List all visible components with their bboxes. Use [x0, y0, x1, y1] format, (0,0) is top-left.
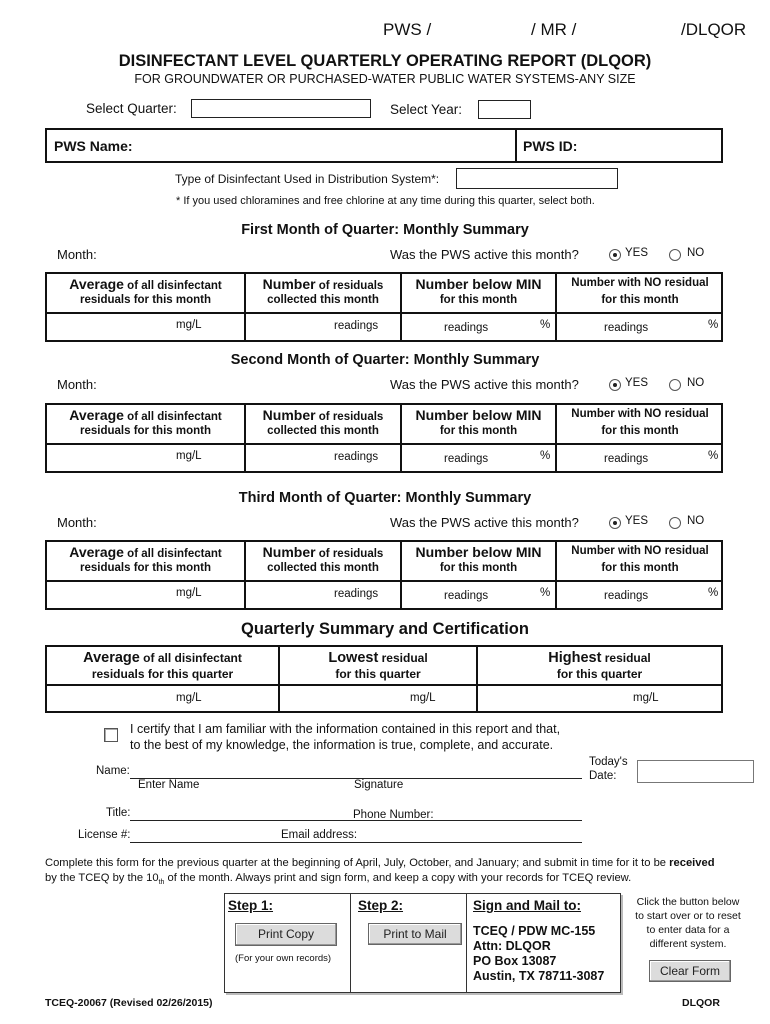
- quarterly-title: Quarterly Summary and Certification: [241, 620, 529, 638]
- q-avg-unit: mg/L: [176, 692, 202, 704]
- print-to-mail-button[interactable]: Print to Mail: [368, 923, 462, 945]
- month-3-nores-unit: readings: [604, 590, 649, 602]
- month-2-below-pct: %: [540, 450, 551, 462]
- month-3-avg-unit: mg/L: [176, 587, 202, 599]
- reset-note-4: different system.: [649, 938, 727, 950]
- address-line1: TCEQ / PDW MC-155: [473, 924, 596, 938]
- signature-caption: Signature: [354, 779, 404, 791]
- step2-label: Step 2:: [358, 898, 404, 913]
- q-low-input[interactable]: [281, 687, 475, 711]
- month-1-yes-radio[interactable]: [609, 249, 621, 261]
- month-1-below-unit: readings: [444, 322, 489, 334]
- month-1-nores-unit: readings: [604, 322, 649, 334]
- month-2-title: Second Month of Quarter: Monthly Summary: [230, 352, 540, 368]
- month-2-active-question: Was the PWS active this month?: [390, 377, 579, 392]
- form-title: DISINFECTANT LEVEL QUARTERLY OPERATING REPORT (DLQOR): [118, 52, 652, 70]
- select-year-label: Select Year:: [390, 102, 463, 117]
- q-avg-input[interactable]: [48, 687, 277, 711]
- month-2-num-header: Number of residuals: [262, 407, 384, 423]
- q-high-input[interactable]: [479, 687, 721, 711]
- license-line[interactable]: [130, 842, 582, 843]
- month-2-label: Month:: [57, 377, 97, 392]
- month-2-nores-pct: %: [708, 450, 719, 462]
- instructions-line2: by the TCEQ by the $10_{th}$ of the month. Always print and sign form, and keep a copy with your records for TCEQ review.: [45, 872, 632, 887]
- title-label: Title:: [106, 807, 131, 819]
- clear-form-button[interactable]: Clear Form: [649, 960, 731, 982]
- month-2-avg-input[interactable]: [48, 446, 243, 471]
- month-3-active-question: Was the PWS active this month?: [390, 515, 579, 530]
- date-input[interactable]: [637, 760, 754, 783]
- month-2-yes-radio[interactable]: [609, 379, 621, 391]
- month-2-below-unit: readings: [444, 453, 489, 465]
- month-3-below-unit: readings: [444, 590, 489, 602]
- mr-prefix: / MR /: [531, 20, 577, 39]
- month-2-yes-label: YES: [625, 377, 649, 389]
- pws-id-label: PWS ID:: [523, 138, 578, 154]
- select-quarter-label: Select Quarter:: [86, 101, 177, 116]
- month-3-below-pct: %: [540, 587, 551, 599]
- month-3-no-radio[interactable]: [669, 517, 681, 529]
- month-1-num-header: Number of residuals: [262, 276, 384, 292]
- pws-divider: [515, 128, 517, 163]
- month-1-below-pct: %: [540, 319, 551, 331]
- own-records-note: (For your own records): [235, 953, 332, 964]
- month-1-below-header: Number below MIN: [415, 276, 542, 292]
- month-2-nores-header: Number with NO residual: [571, 408, 709, 420]
- month-1-label: Month:: [57, 247, 97, 262]
- enter-name-caption: Enter Name: [138, 779, 200, 791]
- month-1-no-radio[interactable]: [669, 249, 681, 261]
- month-3-avg-input[interactable]: [48, 583, 243, 608]
- address-line2: Attn: DLQOR: [473, 939, 551, 953]
- month-1-avg-unit: mg/L: [176, 319, 202, 331]
- month-3-nores-pct: %: [708, 587, 719, 599]
- select-quarter-input[interactable]: [191, 99, 371, 118]
- month-2-avg-unit: mg/L: [176, 450, 202, 462]
- step1-label: Step 1:: [228, 898, 274, 913]
- month-1-avg-header: Average of all disinfectant: [69, 276, 222, 292]
- month-1-yes-label: YES: [625, 247, 649, 259]
- month-2-avg-header: Average of all disinfectant: [69, 407, 222, 423]
- print-copy-button[interactable]: Print Copy: [235, 923, 337, 946]
- month-1-nores-pct: %: [708, 319, 719, 331]
- month-3-no-label: NO: [687, 515, 705, 527]
- reset-note-1: Click the button below: [636, 896, 740, 908]
- instructions-line1: Complete this form for the previous quarter at the beginning of April, July, October, and January; and submit in time for it to be received: [45, 857, 715, 869]
- month-1-avg-input[interactable]: [48, 315, 243, 340]
- select-year-input[interactable]: [478, 100, 531, 119]
- disinfectant-input[interactable]: [456, 168, 618, 189]
- phone-label: Phone Number:: [353, 809, 434, 821]
- month-3-num-header: Number of residuals: [262, 544, 384, 560]
- q-low-header: Lowest residual: [328, 650, 428, 666]
- todays-label: Today's: [589, 756, 628, 768]
- month-3-title: Third Month of Quarter: Monthly Summary: [238, 490, 532, 506]
- month-3-label: Month:: [57, 515, 97, 530]
- month-3-num-unit: readings: [334, 588, 379, 600]
- certify-checkbox[interactable]: [104, 728, 118, 742]
- date-label: Date:: [589, 770, 617, 782]
- q-low-unit: mg/L: [410, 692, 436, 704]
- pws-prefix: PWS /: [383, 20, 432, 39]
- month-1-no-label: NO: [687, 247, 705, 259]
- q-high-unit: mg/L: [633, 692, 659, 704]
- month-3-yes-radio[interactable]: [609, 517, 621, 529]
- email-label: Email address:: [281, 829, 358, 841]
- dlqor-suffix: /DLQOR: [681, 20, 747, 39]
- certify-line2: to the best of my knowledge, the information is true, complete, and accurate.: [130, 738, 554, 752]
- month-2-num-unit: readings: [334, 451, 379, 463]
- month-2-below-header: Number below MIN: [415, 407, 542, 423]
- sign-mail-label: Sign and Mail to:: [473, 898, 581, 913]
- disinfectant-note: * If you used chloramines and free chlorine at any time during this quarter, select both.: [176, 195, 595, 207]
- address-line4: Austin, TX 78711-3087: [473, 969, 605, 983]
- month-2-no-label: NO: [687, 377, 705, 389]
- month-1-active-question: Was the PWS active this month?: [390, 247, 579, 262]
- form-subtitle: FOR GROUNDWATER OR PURCHASED-WATER PUBLIC WATER SYSTEMS-ANY SIZE: [134, 72, 636, 86]
- month-1-title: First Month of Quarter: Monthly Summary: [241, 222, 529, 238]
- month-3-avg-header: Average of all disinfectant: [69, 544, 222, 560]
- reset-note-3: to enter data for a: [646, 924, 730, 936]
- disinfectant-label: Type of Disinfectant Used in Distribution System*:: [175, 172, 440, 186]
- month-3-below-header: Number below MIN: [415, 544, 542, 560]
- license-label: License #:: [78, 829, 131, 841]
- month-3-yes-label: YES: [625, 515, 649, 527]
- certify-line1: I certify that I am familiar with the information contained in this report and that,: [130, 722, 561, 736]
- form-id: TCEQ-20067 (Revised 02/26/2015): [45, 997, 213, 1009]
- month-2-nores-unit: readings: [604, 453, 649, 465]
- month-2-no-radio[interactable]: [669, 379, 681, 391]
- month-1-num-unit: readings: [334, 320, 379, 332]
- month-3-nores-header: Number with NO residual: [571, 545, 709, 557]
- address-line3: PO Box 13087: [473, 954, 557, 968]
- month-1-nores-header: Number with NO residual: [571, 277, 709, 289]
- pws-info-box: [45, 128, 723, 163]
- quarterly-header-divider: [45, 684, 723, 686]
- pws-name-label: PWS Name:: [54, 138, 133, 154]
- footer-code: DLQOR: [682, 997, 720, 1009]
- q-high-header: Highest residual: [548, 650, 651, 666]
- q-avg-header: Average of all disinfectant: [83, 650, 242, 666]
- name-label: Name:: [96, 765, 130, 777]
- reset-note-2: to start over or to reset: [635, 910, 741, 922]
